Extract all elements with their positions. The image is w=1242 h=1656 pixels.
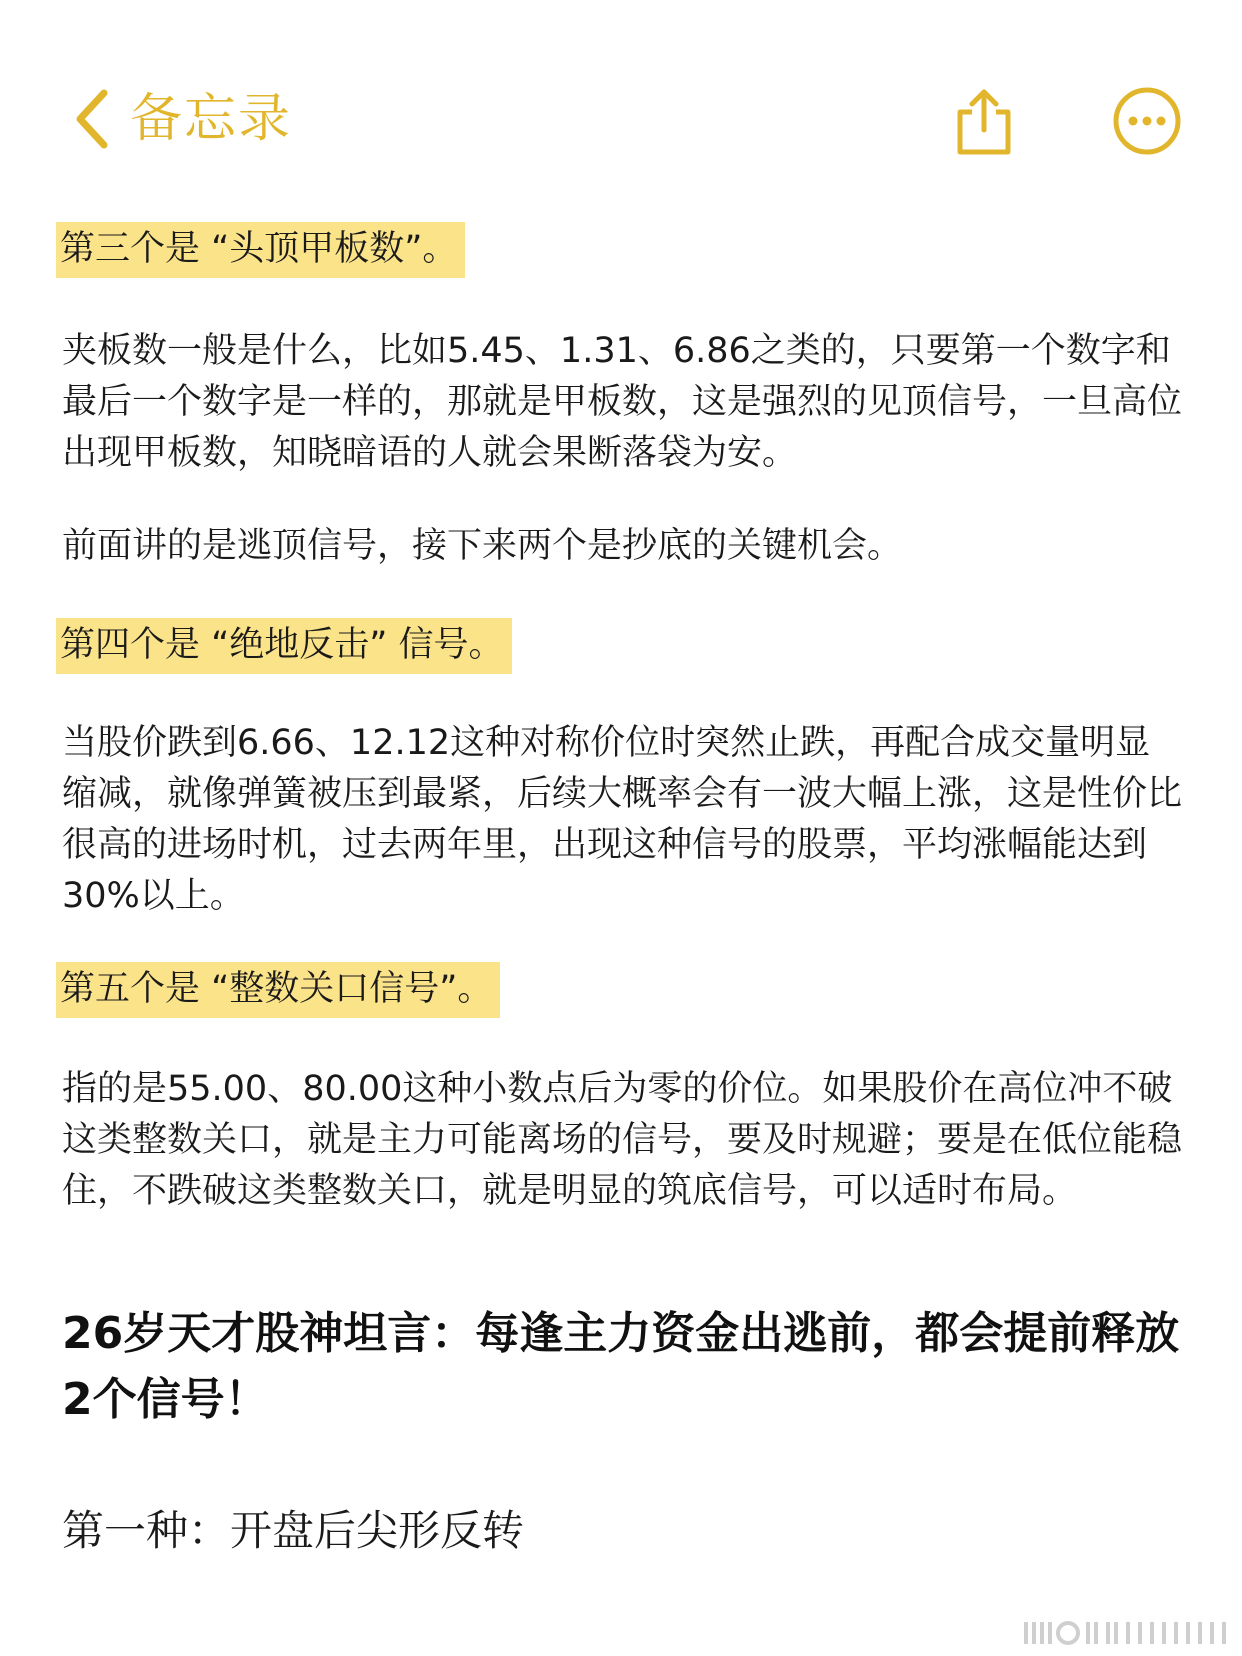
section3-heading: 第三个是 “头顶甲板数”。 xyxy=(56,222,465,278)
share-icon[interactable] xyxy=(952,86,1016,158)
section4-heading: 第四个是 “绝地反击” 信号。 xyxy=(56,618,512,674)
ellipsis-circle-icon[interactable] xyxy=(1112,86,1182,156)
back-label: 备忘录 xyxy=(130,89,293,149)
note-body[interactable] xyxy=(62,210,1182,1559)
subheading: 第一种：开盘后尖形反转 xyxy=(62,1506,525,1555)
transition-text: 前面讲的是逃顶信号，接下来两个是抄底的关键机会。 xyxy=(62,526,903,566)
section5-heading: 第五个是 “整数关口信号”。 xyxy=(56,962,500,1018)
bold-title: 26岁天才股神坦言：每逢主力资金出逃前，都会提前释放2个信号！ xyxy=(62,1308,1180,1425)
section3-body: 夹板数一般是什么，比如5.45、1.31、6.86之类的，只要第一个数字和最后一个数字是一样的，那就是甲板数，这是强烈的见顶信号，一旦高位出现甲板数，知晓暗语的人就会果断落袋为安。 xyxy=(62,331,1183,473)
watermark-logo xyxy=(1022,1618,1232,1648)
section5-body: 指的是55.00、80.00这种小数点后为零的价位。如果股价在高位冲不破这类整数关口，就是主力可能离场的信号，要及时规避；要是在低位能稳住，不跌破这类整数关口，就是明显的筑底信号，可以适时布局。 xyxy=(62,1069,1183,1211)
back-button[interactable] xyxy=(72,84,292,154)
chevron-left-icon xyxy=(72,87,112,151)
navigation-bar xyxy=(0,0,1242,190)
section4-body: 当股价跌到6.66、12.12这种对称价位时突然止跌，再配合成交量明显缩减，就像弹簧被压到最紧，后续大概率会有一波大幅上涨，这是性价比很高的进场时机，过去两年里，出现这种信号的股票，平均涨幅能达到30%以上。 xyxy=(62,723,1183,916)
